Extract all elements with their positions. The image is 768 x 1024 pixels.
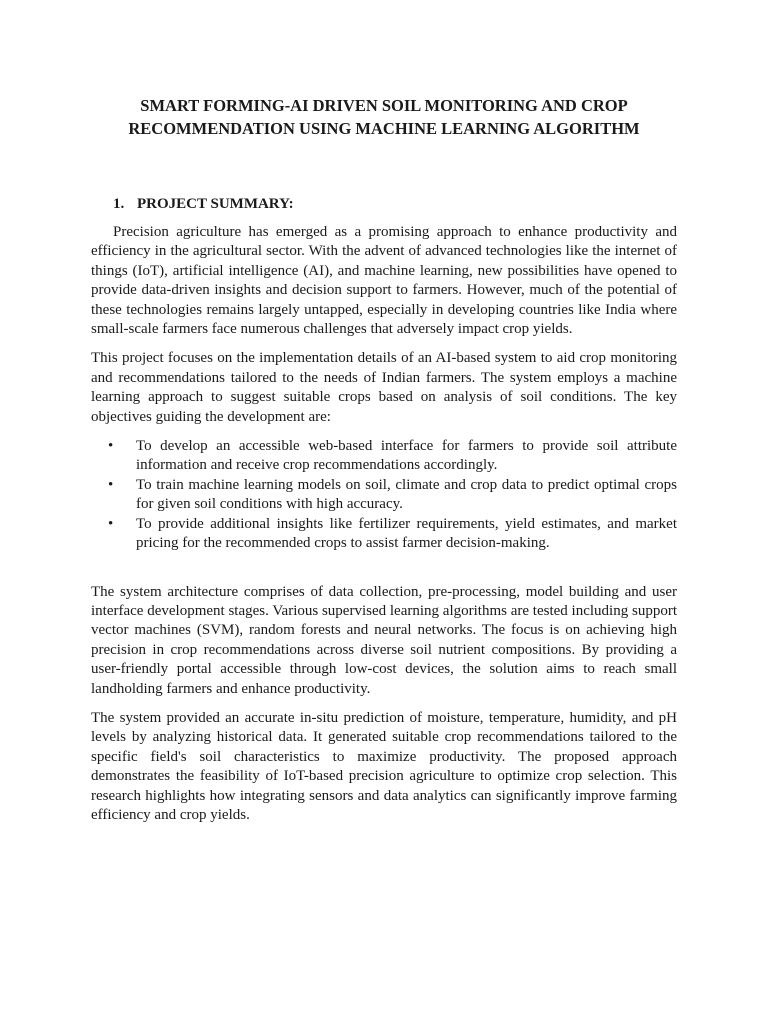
paragraph-project-focus: This project focuses on the implementation details of an AI-based system to aid crop monitoring and recommendations tailored to the needs of Indian farmers. The system employs a machine learning approach to suggest suitable crops based on analysis of soil conditions. The key objectives guiding the development are: bbox=[91, 350, 677, 425]
section-heading bbox=[113, 195, 677, 214]
paragraph-results: The system provided an accurate in-situ prediction of moisture, temperature, humidity, and pH levels by analyzing historical data. It generated suitable crop recommendations tailored to the specific field's soil characteristics to maximize productivity. The proposed approach demonstrates the feasibility of IoT-based precision agriculture to optimize crop selection. This research highlights how integrating sensors and data analytics can significantly improve farming efficiency and crop yields. bbox=[91, 709, 677, 823]
list-item-text: To train machine learning models on soil, climate and crop data to predict optimal crops for given soil conditions with high accuracy. bbox=[136, 476, 677, 513]
list-item bbox=[91, 515, 677, 554]
bullet-icon: • bbox=[108, 438, 114, 455]
section-number: 1. bbox=[113, 196, 125, 212]
document-page bbox=[91, 94, 677, 825]
bullet-icon: • bbox=[108, 515, 114, 532]
paragraph-intro: Precision agriculture has emerged as a promising approach to enhance productivity and efficiency in the agricultural sector. With the advent of advanced technologies like the internet of things (IoT), artificial intelligence (AI), and machine learning, new possibilities have opened to provide data-driven insights and decision support to farmers. However, much of the potential of these technologies remains largely untapped, especially in developing countries like India where small-scale farmers face numerous challenges that adversely impact crop yields. bbox=[91, 224, 677, 338]
objectives-list bbox=[91, 437, 677, 553]
list-item bbox=[91, 476, 677, 515]
document-title: SMART FORMING-AI DRIVEN SOIL MONITORING AND CROP RECOMMENDATION USING MACHINE LEARNING ALGORITHM bbox=[128, 96, 640, 138]
bullet-icon: • bbox=[108, 476, 114, 493]
paragraph-architecture: The system architecture comprises of data collection, pre-processing, model building and user interface development stages. Various supervised learning algorithms are tested including support vector machines (SVM), random forests and neural networks. The focus is on achieving high precision in crop recommendations across diverse soil nutrient compositions. By providing a user-friendly portal accessible through low-cost devices, the solution aims to reach small landholding farmers and enhance productivity. bbox=[91, 583, 677, 697]
list-item-text: To provide additional insights like fertilizer requirements, yield estimates, and market pricing for the recommended crops to assist farmer decision-making. bbox=[136, 515, 677, 552]
list-item bbox=[91, 437, 677, 476]
list-item-text: To develop an accessible web-based interface for farmers to provide soil attribute information and receive crop recommendations accordingly. bbox=[136, 438, 677, 474]
section-title: PROJECT SUMMARY: bbox=[137, 196, 294, 212]
